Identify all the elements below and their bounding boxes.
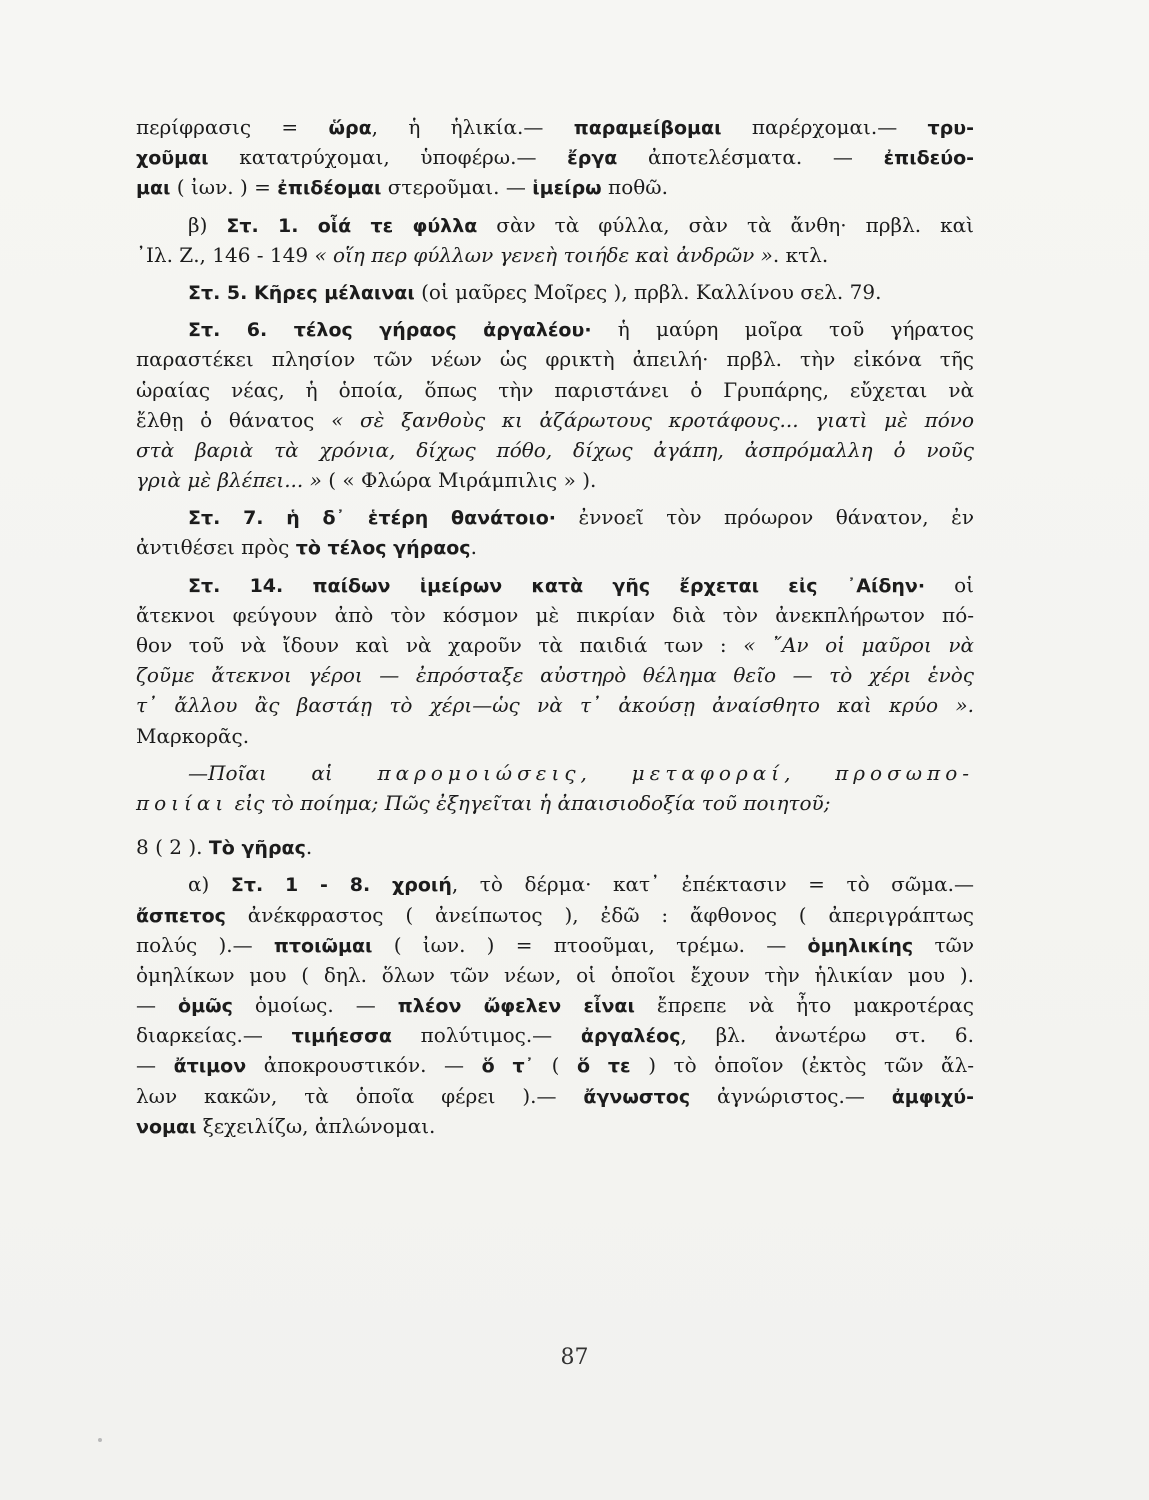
text-line: [136, 172, 974, 202]
text-run: ἀντιθέσει πρὸς: [136, 535, 296, 560]
text-line: [136, 660, 974, 690]
bold-term: ἐπιδεύο-: [883, 147, 975, 170]
bold-term: ἀργαλέος: [580, 1025, 681, 1048]
bold-term: μαι: [136, 177, 171, 200]
italic-text: ,: [784, 760, 836, 785]
text-run: α): [188, 872, 231, 897]
text-line: [136, 532, 974, 562]
text-line: [136, 788, 974, 818]
text-line: [136, 502, 974, 532]
text-line: [136, 930, 974, 960]
text-run: ) τὸ ὁποῖον (ἐκτὸς τῶν ἄλ-: [630, 1053, 974, 1078]
bold-term: Στ. 7. ἡ δ᾿ ἑτέρη θανάτοιο·: [188, 507, 556, 530]
text-run: , βλ. ἀνωτέρω στ. 6.: [680, 1023, 974, 1048]
bold-term: ὅ τ᾿: [481, 1055, 535, 1078]
text-run: κατατρύχομαι, ὑποφέρω.—: [208, 145, 568, 170]
bold-term: Τὸ γῆρας: [208, 837, 306, 860]
text-run: πολύτιμος.—: [391, 1023, 581, 1048]
bold-term: χοῦμαι: [136, 147, 209, 170]
bold-term: τιμήεσσα: [291, 1025, 392, 1048]
text-run: 8 ( 2 ).: [136, 835, 209, 860]
text-run: (οἱ μαῦρες Μοῖρες ), πρβλ. Καλλίνου σελ. 79.: [414, 279, 882, 304]
text-run: οἱ: [925, 572, 974, 597]
italic-text: ζοῦμε ἄτεκνοι γέροι — ἐπρόσταξε αὐστηρὸ θέλημα θεῖο — τὸ χέρι ἑνὸς: [136, 663, 974, 688]
text-run: περίφρασις =: [136, 115, 329, 139]
text-run: ἐννοεῖ τὸν πρόωρον θάνατον, ἐν: [556, 505, 974, 530]
page-body-text: [136, 112, 974, 1141]
text-line: [136, 690, 974, 720]
bold-term: Στ. 6. τέλος γήραος ἀργαλέου·: [188, 319, 592, 342]
text-run: ἄτεκνοι φεύγουν ἀπὸ τὸν κόσμον μὲ πικρίαν διὰ τὸν ἀνεκπλήρωτον πό-: [136, 602, 974, 627]
text-line: [136, 277, 974, 307]
text-run: —: [136, 993, 179, 1018]
text-run: ἡ μαύρη μοῖρα τοῦ γήρατος: [591, 317, 974, 342]
text-line: [136, 630, 974, 660]
spaced-italic-term: ποιίαι: [136, 790, 229, 815]
italic-text: στὰ βαριὰ τὰ χρόνια, δίχως πόθο, δίχως ἀγάπη, ἀσπρόμαλλη ὁ νοῦς: [136, 437, 974, 462]
paragraph: [136, 112, 974, 203]
paragraph-gap: [136, 563, 974, 570]
bold-term: πτοιῶμαι: [273, 934, 373, 957]
text-run: ἀνέκφραστος ( ἀνείπωτος ), ἐδῶ : ἄφθονος ( ἀπεριγράπτως: [225, 902, 974, 927]
paragraph-gap: [136, 495, 974, 502]
bold-term: ὅ τε: [577, 1055, 631, 1078]
text-line: [136, 960, 974, 990]
italic-text: τ᾿ ἄλλου ἂς βαστάῃ τὸ χέρι—ὡς νὰ τ᾿ ἀκούσῃ ἀναίσθητο καὶ κρύο ».: [136, 693, 974, 718]
text-line: [136, 1081, 974, 1111]
paragraph: [136, 570, 974, 751]
paragraph: [136, 502, 974, 562]
text-line: [136, 832, 974, 862]
spaced-italic-term: παρομοιώσεις: [377, 760, 581, 785]
bold-term: Στ. 1 - 8. χροιή: [230, 874, 452, 897]
text-run: ᾿Ιλ. Ζ., 146 - 149: [136, 242, 315, 267]
bold-term: νομαι: [136, 1115, 197, 1138]
bold-term: ἄτιμον: [173, 1055, 247, 1078]
text-run: ὡραίας νέας, ἡ ὁποία, ὅπως τὴν παριστάνει ὁ Γρυπάρης, εὔχεται νὰ: [136, 377, 974, 402]
bold-term: Στ. 5. Κῆρες μέλαιναι: [188, 281, 415, 304]
paragraph: [136, 758, 974, 818]
text-line: [136, 142, 974, 172]
text-line: [136, 465, 974, 495]
text-line: [136, 435, 974, 465]
text-run: Μαρκορᾶς.: [136, 723, 250, 748]
bold-term: ἄσπετος: [136, 904, 226, 927]
paragraph-gap: [136, 270, 974, 277]
text-line: [136, 1050, 974, 1080]
text-run: τῶν: [913, 932, 974, 957]
text-run: ( ἰων. ) = πτοοῦμαι, τρέμω. —: [372, 932, 808, 957]
text-line: [136, 112, 974, 142]
text-line: [136, 314, 974, 344]
page-number: 87: [560, 1345, 589, 1370]
text-line: [136, 1111, 974, 1141]
text-run: ξεχειλίζω, ἀπλώνομαι.: [196, 1113, 436, 1138]
bold-term: ἄγνωστος: [583, 1085, 691, 1108]
text-run: ( ἰων. ) =: [170, 175, 278, 200]
paragraph: [136, 832, 974, 862]
bold-term: ἱμείρω: [532, 177, 602, 200]
text-line: [136, 869, 974, 899]
text-run: .: [305, 835, 313, 860]
text-line: [136, 344, 974, 374]
text-line: [136, 1020, 974, 1050]
text-run: ἔλθῃ ὁ θάνατος: [136, 407, 332, 432]
text-line: [136, 210, 974, 240]
text-run: ἀγνώριστος.—: [690, 1083, 892, 1108]
italic-text: γριὰ μὲ βλέπει... »: [136, 468, 322, 493]
bold-term: τρυ-: [927, 117, 974, 139]
text-run: σὰν τὰ φύλλα, σὰν τὰ ἄνθη· πρβλ. καὶ: [477, 212, 974, 237]
text-run: ὁμηλίκων μου ( δηλ. ὅλων τῶν νέων, οἱ ὁποῖοι ἔχουν τὴν ἡλικίαν μου ).: [136, 962, 974, 987]
italic-text: « σὲ ξανθοὺς κι ἀζάρωτους κροτάφους... γιατὶ μὲ πόνο: [331, 407, 974, 432]
text-line: [136, 900, 974, 930]
text-run: (: [534, 1053, 578, 1078]
text-line: [136, 405, 974, 435]
text-run: λων κακῶν, τὰ ὁποῖα φέρει ).—: [136, 1083, 584, 1108]
text-run: .: [470, 535, 477, 560]
italic-text: εἰς τὸ ποίημα; Πῶς ἐξηγεῖται ἡ ἀπαισιοδοξία τοῦ ποιητοῦ;: [228, 790, 831, 815]
bold-term: ἐπιδέομαι: [277, 177, 382, 200]
text-line: [136, 721, 974, 751]
paragraph: [136, 210, 974, 270]
text-run: ( « Φλώρα Μιράμπιλις » ).: [321, 468, 597, 493]
text-run: ἔπρεπε νὰ ἦτο μακροτέρας: [634, 993, 974, 1018]
text-run: , ἡ ἡλικία.—: [371, 115, 574, 139]
bold-term: παραμείβομαι: [573, 117, 722, 139]
bold-term: Στ. 1. οἷά τε φύλλα: [226, 214, 478, 237]
text-run: β): [188, 212, 227, 237]
text-run: . κτλ.: [772, 242, 829, 267]
text-line: [136, 600, 974, 630]
italic-text: ,: [580, 760, 632, 785]
bold-term: Στ. 14. παίδων ἱμείρων κατὰ γῆς ἔρχεται εἰς ᾿Αίδην·: [188, 574, 926, 597]
spaced-italic-term: προσωπο-: [835, 760, 974, 785]
paragraph: [136, 869, 974, 1141]
spaced-italic-term: μεταφοραί: [631, 760, 785, 785]
bold-term: ἀμφιχύ-: [891, 1085, 974, 1108]
paragraph-gap: [136, 307, 974, 314]
text-run: ὁμοίως. —: [232, 993, 398, 1018]
bold-term: ὥρα: [328, 117, 372, 139]
text-run: στεροῦμαι. —: [381, 175, 533, 200]
text-run: θον τοῦ νὰ ἴδουν καὶ νὰ χαροῦν τὰ παιδιά των :: [136, 633, 744, 657]
scan-speck: [98, 1438, 102, 1442]
italic-text: « ῎Αν οἱ μαῦροι νὰ: [743, 633, 975, 657]
bold-term: ὁμηλικίης: [807, 934, 914, 957]
bold-term: ἔργα: [567, 147, 618, 170]
text-line: [136, 990, 974, 1020]
text-run: παρέρχομαι.—: [721, 115, 928, 139]
paragraph-gap: [136, 203, 974, 210]
text-run: ἀποκρουστικόν. —: [246, 1053, 482, 1078]
text-run: ποθῶ.: [601, 175, 668, 200]
paragraph: [136, 277, 974, 307]
text-line: [136, 758, 974, 788]
text-line: [136, 375, 974, 405]
paragraph-gap: [136, 862, 974, 869]
text-run: παραστέκει πλησίον τῶν νέων ὡς φρικτὴ ἀπειλή· πρβλ. τὴν εἰκόνα τῆς: [136, 347, 974, 372]
text-run: —: [136, 1053, 174, 1078]
bold-term: τὸ τέλος γήραος: [295, 537, 471, 560]
text-run: ἀποτελέσματα. —: [617, 145, 884, 170]
text-line: [136, 570, 974, 600]
italic-text: —Ποῖαι αἱ: [188, 760, 378, 785]
bold-term: ὁμῶς: [178, 995, 233, 1018]
paragraph: [136, 314, 974, 495]
italic-text: « οἵη περ φύλλων γενεὴ τοιήδε καὶ ἀνδρῶν »: [314, 242, 773, 267]
text-run: πολύς ).—: [136, 932, 274, 957]
bold-term: πλέον ὤφελεν εἶναι: [397, 995, 635, 1018]
text-run: διαρκείας.—: [136, 1023, 292, 1048]
paragraph-gap: [136, 751, 974, 758]
text-run: , τὸ δέρμα· κατ᾿ ἐπέκτασιν = τὸ σῶμα.—: [451, 872, 974, 897]
text-line: [136, 240, 974, 270]
paragraph-gap: [136, 818, 974, 832]
